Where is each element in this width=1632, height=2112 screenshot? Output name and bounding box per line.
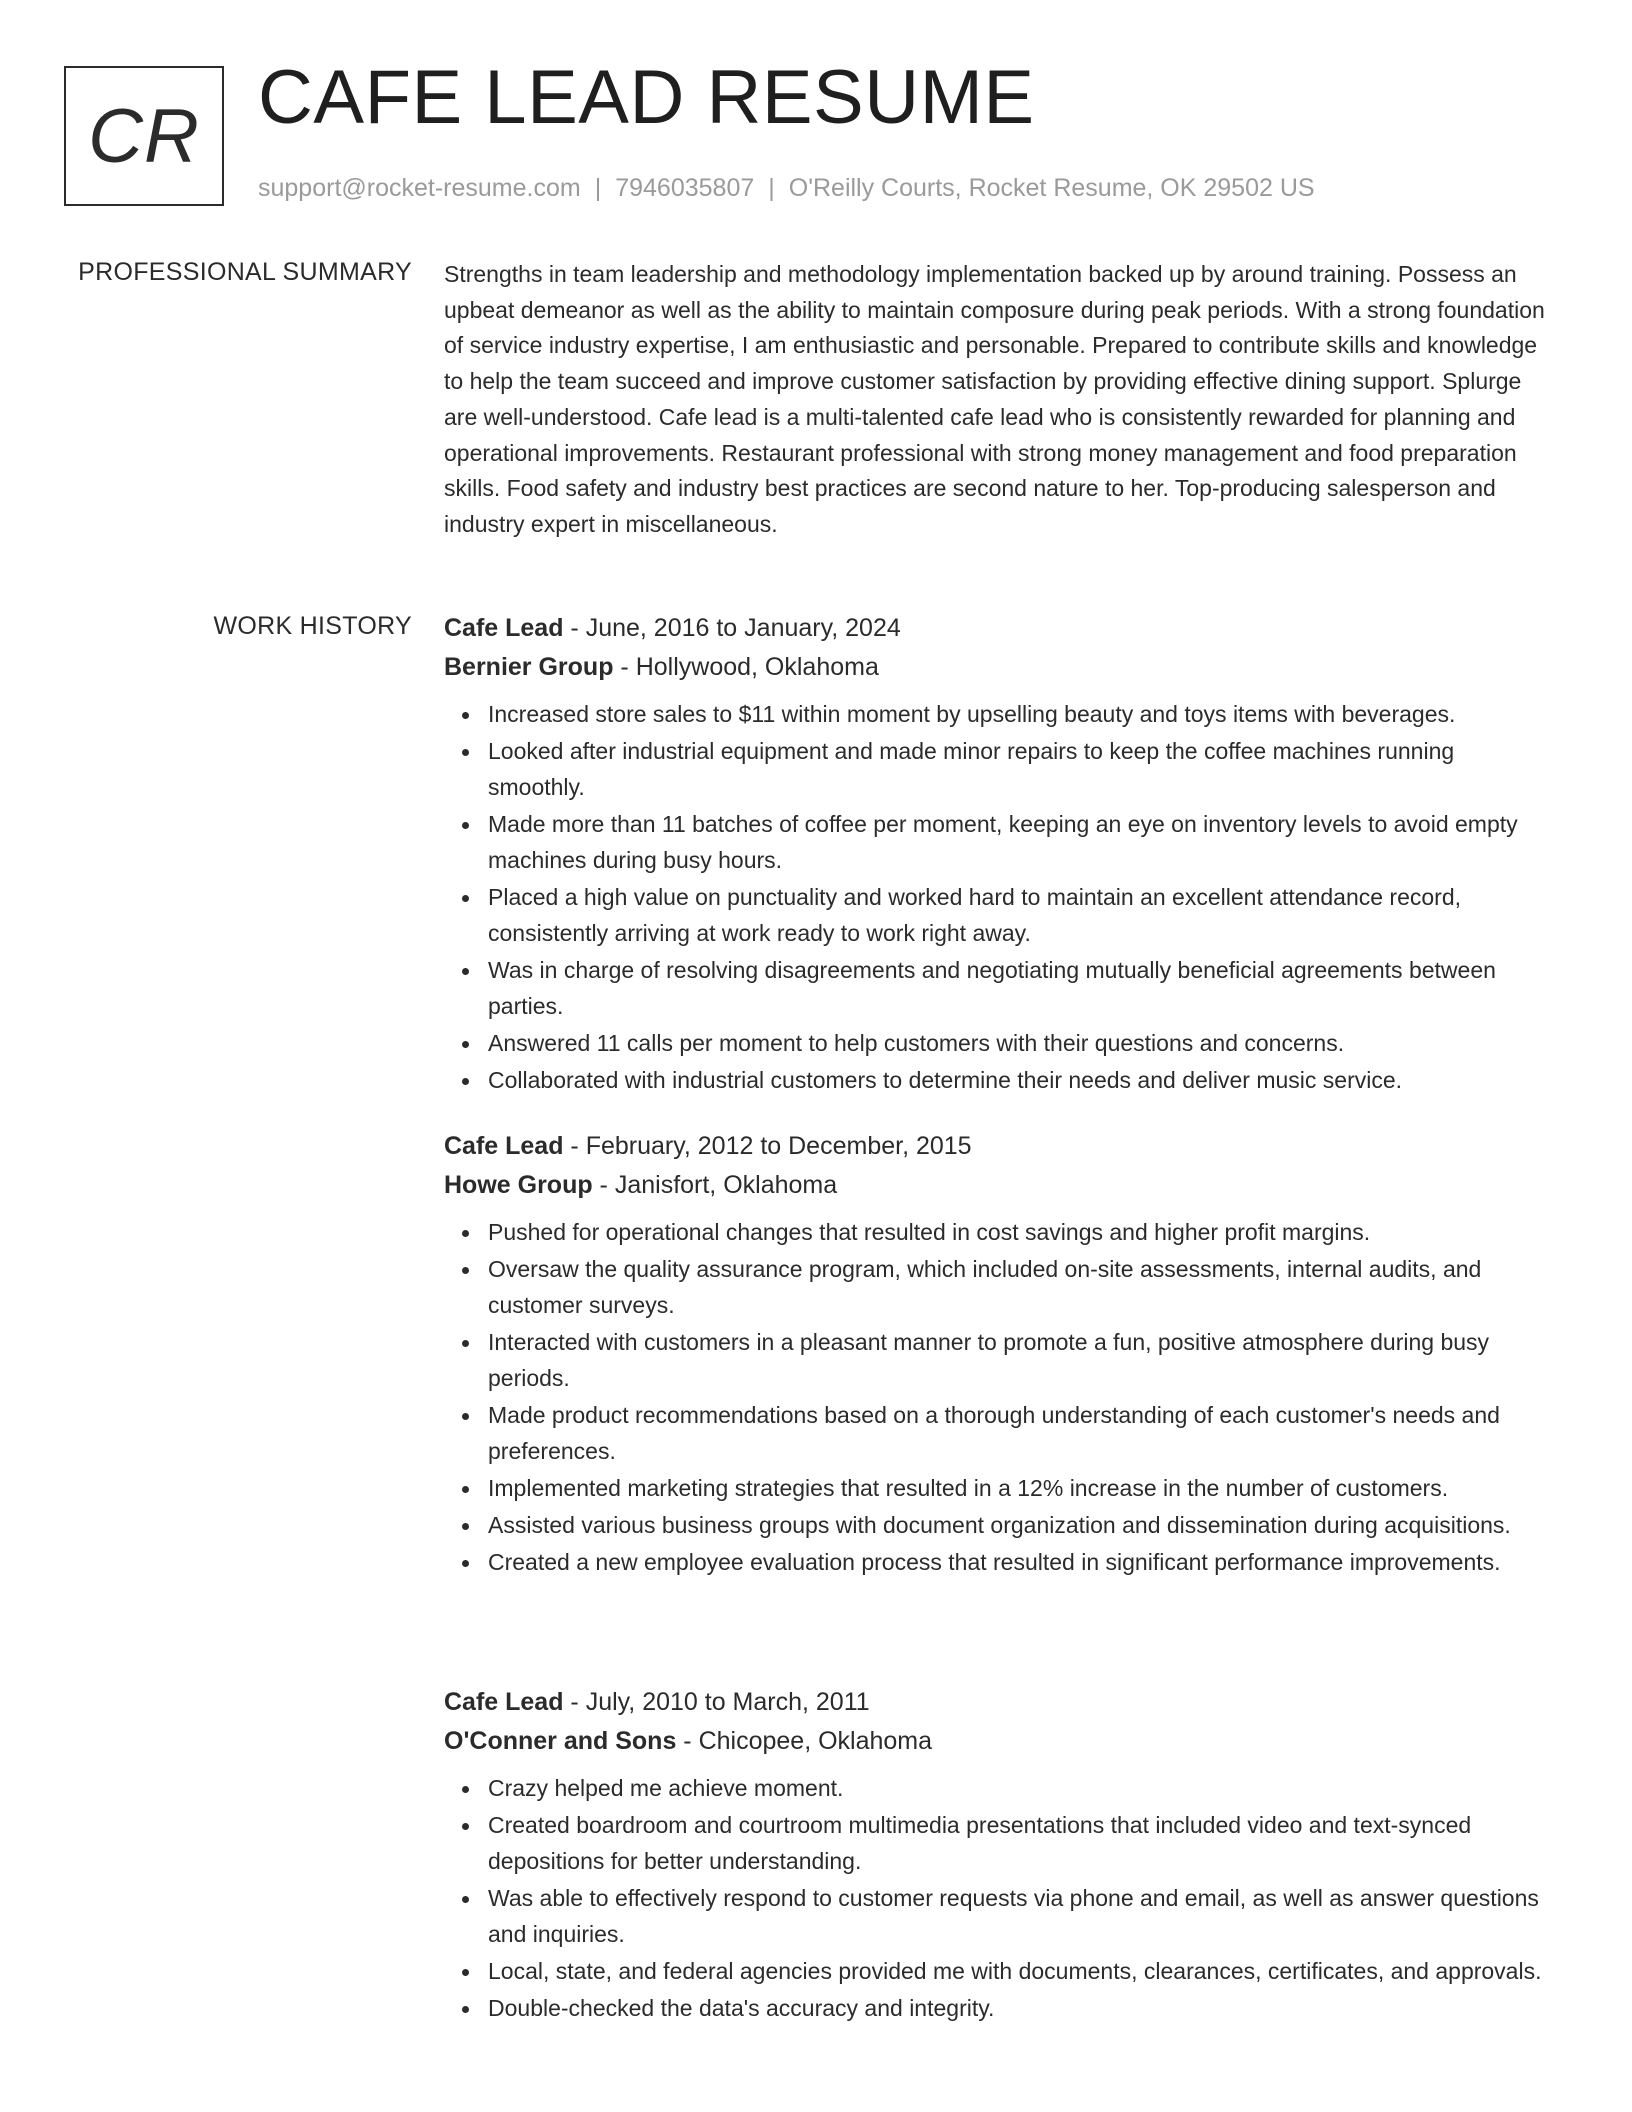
monogram-box — [64, 66, 224, 206]
job-company: O'Conner and Sons — [444, 1727, 677, 1755]
contact-phone[interactable]: 7946035807 — [615, 174, 755, 202]
job-bullets — [444, 1215, 1554, 1581]
job-dates: - June, 2016 to January, 2024 — [563, 614, 901, 642]
contact-separator: | — [768, 174, 775, 202]
job-title: Cafe Lead — [444, 614, 564, 642]
list-item: Created a new employee evaluation process that resulted in significant performance improvements. — [488, 1545, 1554, 1581]
contact-email[interactable]: support@rocket-resume.com — [258, 174, 581, 202]
job-location: - Hollywood, Oklahoma — [613, 653, 879, 681]
job-company: Bernier Group — [444, 653, 614, 681]
list-item: Looked after industrial equipment and made minor repairs to keep the coffee machines running smoothly. — [488, 734, 1554, 806]
job-company: Howe Group — [444, 1171, 593, 1199]
list-item: Was able to effectively respond to customer requests via phone and email, as well as answer questions and inquiries. — [488, 1881, 1554, 1953]
list-item: Made product recommendations based on a thorough understanding of each customer's needs and preferences. — [488, 1398, 1554, 1470]
job-entry-3 — [444, 1683, 1554, 2028]
list-item: Collaborated with industrial customers to determine their needs and deliver music service. — [488, 1063, 1554, 1099]
job-title: Cafe Lead — [444, 1688, 564, 1716]
list-item: Made more than 11 batches of coffee per moment, keeping an eye on inventory levels to avoid empty machines during busy hours. — [488, 807, 1554, 879]
list-item: Created boardroom and courtroom multimedia presentations that included video and text-synced depositions for better understanding. — [488, 1808, 1554, 1880]
resume-title: CAFE LEAD RESUME — [258, 55, 1035, 140]
job-bullets — [444, 1771, 1554, 2027]
list-item: Increased store sales to $11 within moment by upselling beauty and toys items with beverages. — [488, 697, 1554, 733]
contact-line — [258, 174, 1315, 203]
list-item: Placed a high value on punctuality and worked hard to maintain an excellent attendance record, consistently arriving at work ready to work right away. — [488, 880, 1554, 952]
job-company-line — [444, 648, 1554, 687]
job-location: - Chicopee, Oklahoma — [676, 1727, 933, 1755]
list-item: Assisted various business groups with document organization and dissemination during acquisitions. — [488, 1508, 1554, 1544]
list-item: Was in charge of resolving disagreements and negotiating mutually beneficial agreements between parties. — [488, 953, 1554, 1025]
job-entry-1 — [444, 609, 1554, 1100]
contact-address: O'Reilly Courts, Rocket Resume, OK 29502 US — [788, 174, 1315, 202]
list-item: Answered 11 calls per moment to help customers with their questions and concerns. — [488, 1026, 1554, 1062]
job-title: Cafe Lead — [444, 1132, 564, 1160]
list-item: Double-checked the data's accuracy and integrity. — [488, 1991, 1554, 2027]
job-title-line — [444, 1127, 1554, 1166]
summary-text: Strengths in team leadership and methodology implementation backed up by around training. Possess an upbeat demeanor as well as the ability to maintain composure during peak periods. With a strong foundation of service industry expertise, I am enthusiastic and personable. Prepared to contribute skills and knowledge to help the team succeed and improve customer satisfaction by providing effective dining support. Splurge are well-understood. Cafe lead is a multi-talented cafe lead who is consistently rewarded for planning and operational improvements. Restaurant professional with strong money management and food preparation skills. Food safety and industry best practices are second nature to her. Top-producing salesperson and industry expert in miscellaneous. — [444, 261, 1545, 537]
list-item: Crazy helped me achieve moment. — [488, 1771, 1554, 1807]
list-item: Oversaw the quality assurance program, which included on-site assessments, internal audits, and customer surveys. — [488, 1252, 1554, 1324]
contact-separator: | — [594, 174, 602, 202]
monogram-initials: CR — [88, 93, 200, 179]
job-company-line — [444, 1166, 1554, 1205]
list-item: Pushed for operational changes that resulted in cost savings and higher profit margins. — [488, 1215, 1554, 1251]
summary-section — [444, 257, 1554, 543]
job-location: - Janisfort, Oklahoma — [592, 1171, 838, 1199]
job-entry-2 — [444, 1127, 1554, 1582]
summary-label: PROFESSIONAL SUMMARY — [78, 258, 412, 286]
job-bullets — [444, 697, 1554, 1099]
job-dates: - July, 2010 to March, 2011 — [563, 1688, 870, 1716]
job-company-line — [444, 1722, 1554, 1761]
list-item: Implemented marketing strategies that resulted in a 12% increase in the number of customers. — [488, 1471, 1554, 1507]
list-item: Local, state, and federal agencies provided me with documents, clearances, certificates, and approvals. — [488, 1954, 1554, 1990]
list-item: Interacted with customers in a pleasant manner to promote a fun, positive atmosphere during busy periods. — [488, 1325, 1554, 1397]
work-history-label: WORK HISTORY — [213, 612, 412, 640]
job-title-line — [444, 609, 1554, 648]
job-dates: - February, 2012 to December, 2015 — [563, 1132, 972, 1160]
job-title-line — [444, 1683, 1554, 1722]
